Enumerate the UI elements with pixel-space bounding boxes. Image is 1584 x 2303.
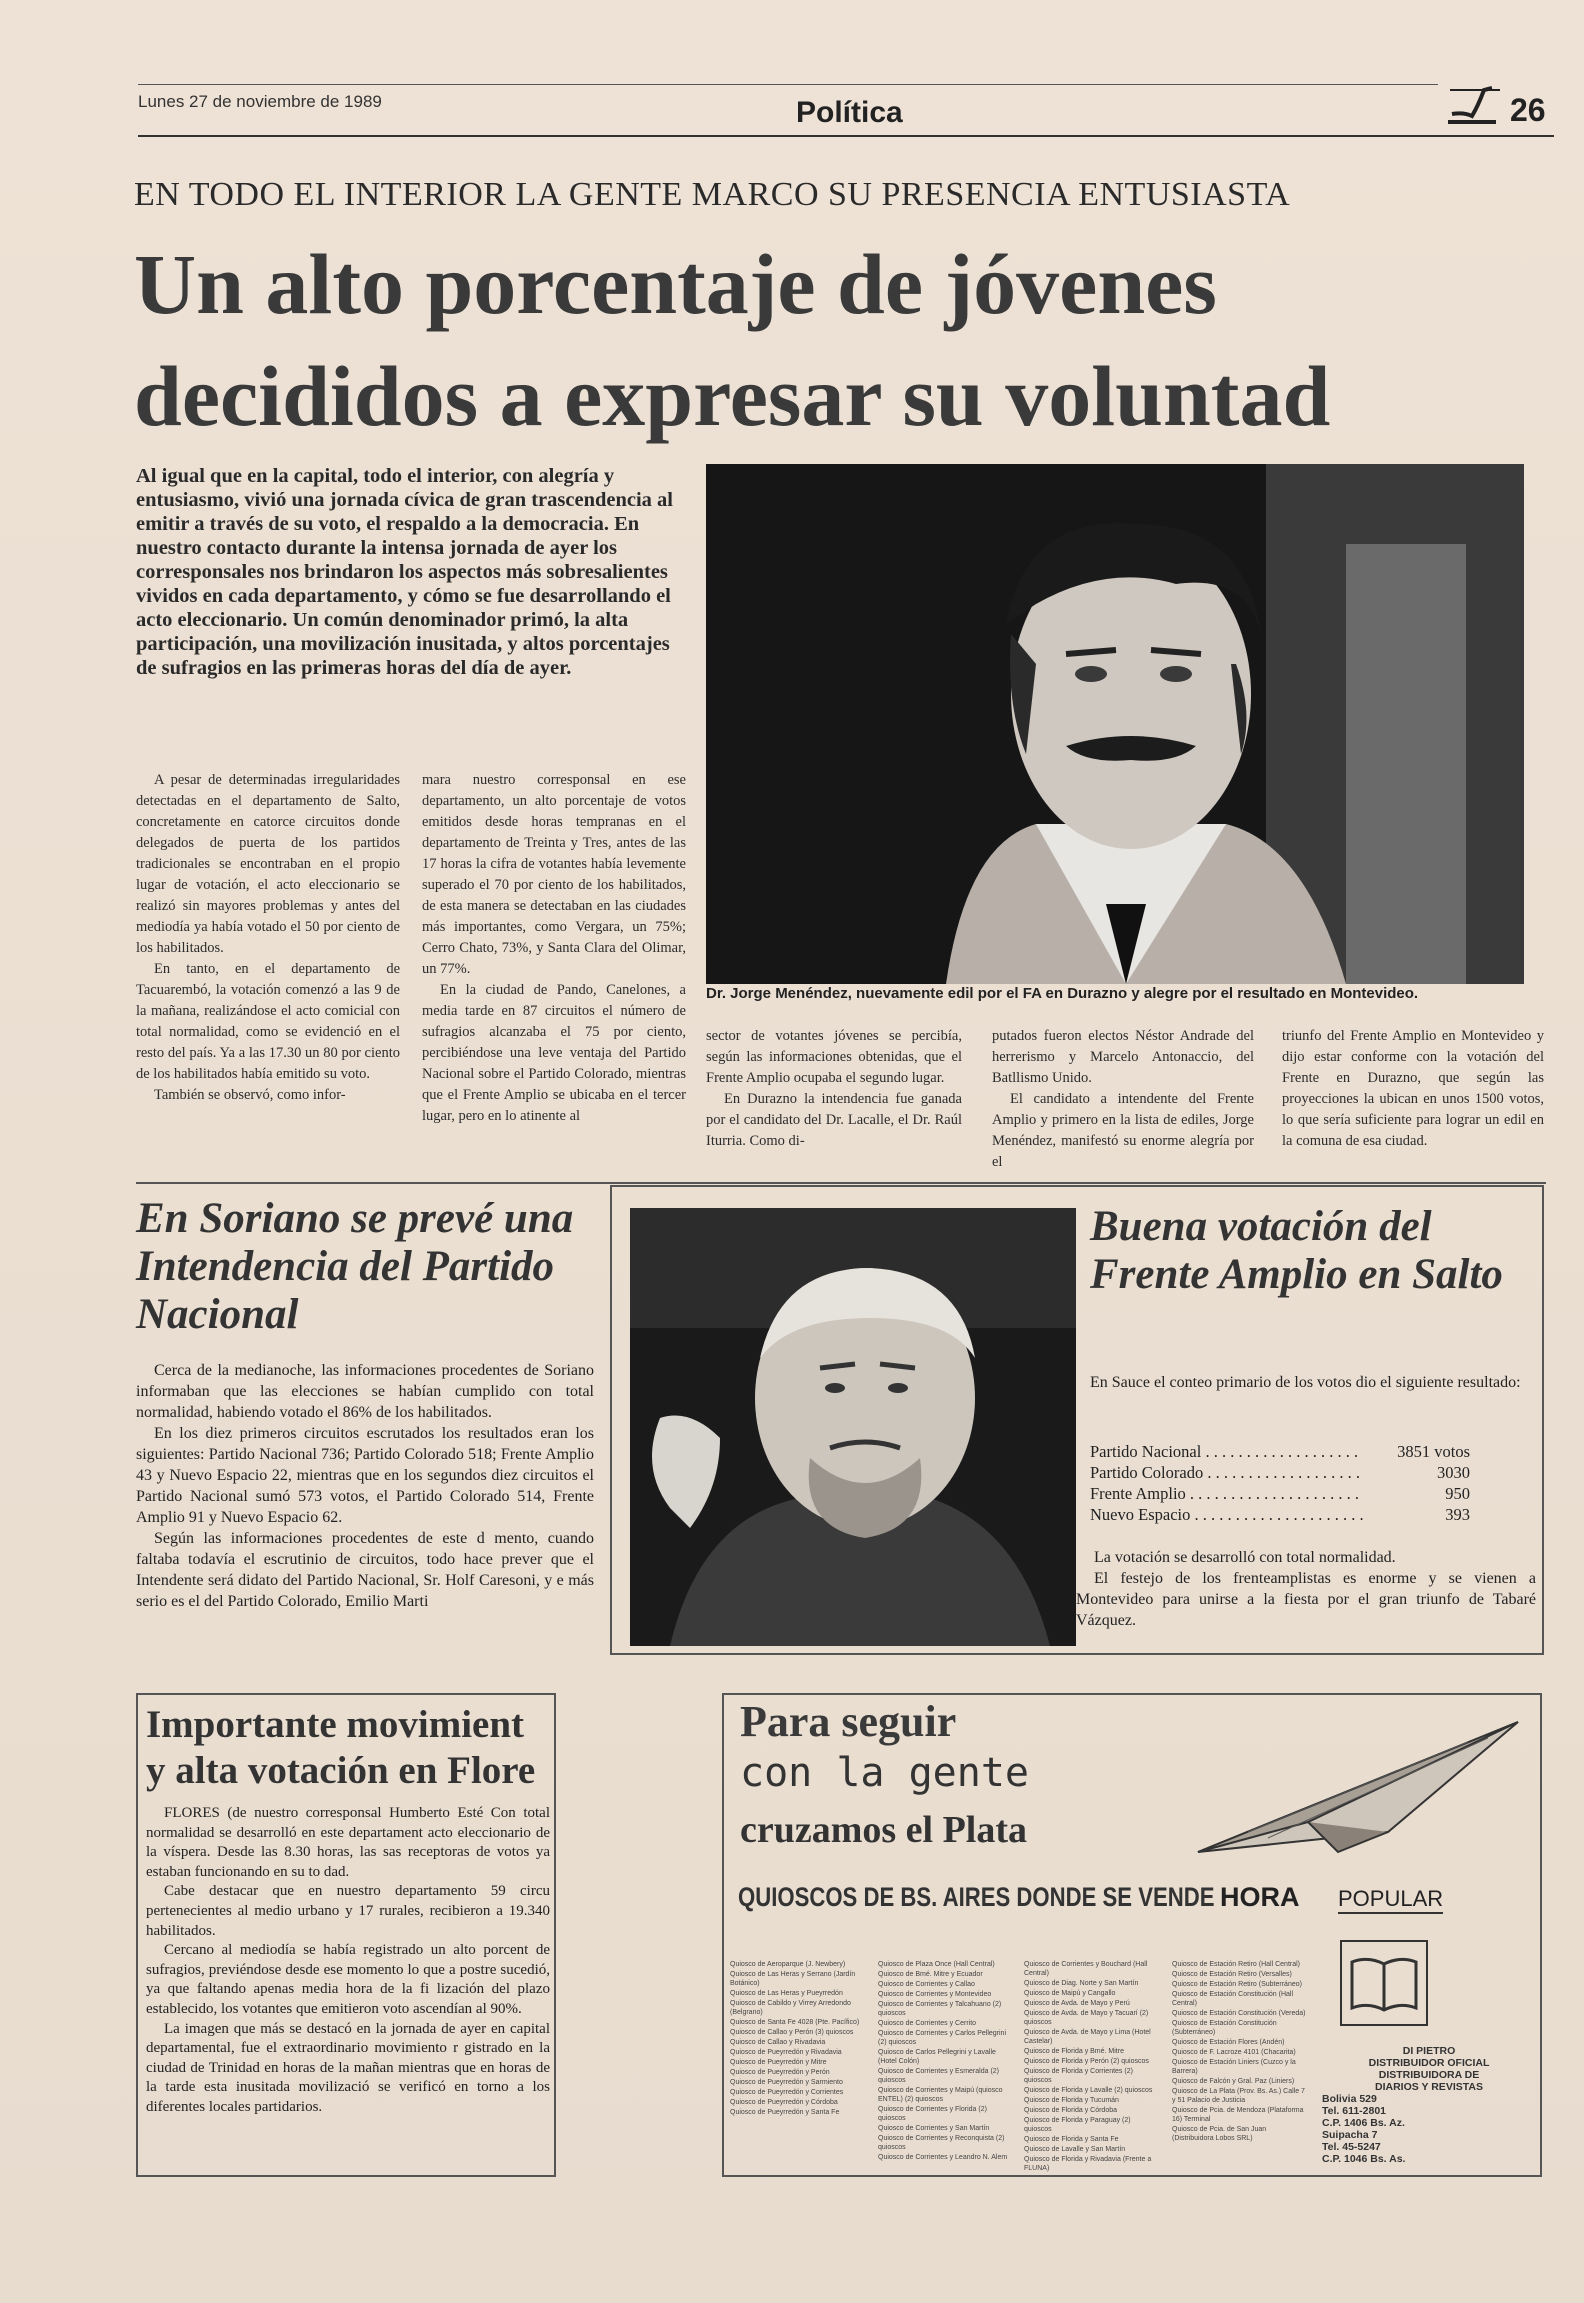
paragraph: El candidato a intendente del Frente Amplio y primero en la lista de ediles, Jorge Menéndez, manifestó su enorme alegría por el (992, 1091, 1254, 1170)
paragraph: Cerca de la medianoche, las informaciones procedentes de Soriano informaban que las elecciones se habían cumplido con total normalidad, habiendo votado el 86% de los habilitados. (136, 1362, 594, 1421)
paragraph: Cabe destacar que en nuestro departamento 59 circu pertenecientes al medio urbano y 17 rurales, recibieron a 19.340 habilitados. (146, 1883, 550, 1939)
photo-older-man (630, 1208, 1076, 1646)
salto-body (1076, 1547, 1536, 1631)
portrait-photo-icon (630, 1208, 1076, 1646)
flores-body (146, 1804, 550, 2118)
article-column-5 (1282, 1026, 1544, 1152)
paragraph: Según las informaciones procedentes de este d mento, cuando faltaba todavía el escrutinio de circuitos, todo hace prever que el Intendente será didato del Partido Nacional, Sr. Holf Caresoni, y e más serio es el del Partido Colorado, Emilio Marti (136, 1530, 594, 1610)
salto-intro (1090, 1372, 1530, 1393)
photo-caption: Dr. Jorge Menéndez, nuevamente edil por el FA en Durazno y alegre por el resultado en Montevideo. (706, 985, 1419, 1002)
paragraph: En Durazno la intendencia fue ganada por el candidato del Dr. Lacalle, el Dr. Raúl Iturria. Como di- (706, 1091, 962, 1149)
portrait-photo-icon (706, 464, 1524, 984)
soriano-headline: En Soriano se prevé una Intendencia del Partido Nacional (136, 1195, 574, 1338)
soriano-body (136, 1360, 594, 1612)
paragraph: FLORES (de nuestro corresponsal Humberto Esté Con total normalidad se desarrolló en este departament acto eleccionario de la víspera. Desde las 8.30 horas, las sas receptoras de votos ya estaban funcionando en su to dad. (146, 1805, 550, 1880)
result-row (1090, 1483, 1470, 1504)
paragraph: En Sauce el conteo primario de los votos dio el siguiente resultado: (1090, 1374, 1521, 1391)
party-name: Partido Colorado . . . . . . . . . . . . . . . . . . . (1090, 1463, 1360, 1482)
vote-count: 950 (1445, 1484, 1470, 1503)
header-date: Lunes 27 de noviembre de 1989 (138, 92, 382, 111)
header-rule (138, 135, 1554, 137)
section-title: Política (796, 96, 903, 129)
vote-count: 3030 (1437, 1463, 1470, 1482)
newspaper-logo-icon (1444, 82, 1504, 128)
paragraph: sector de votantes jóvenes se percibía, según las informaciones obtenidas, que el Frente Amplio ocupaba el segundo lugar. (706, 1028, 962, 1086)
header-top-rule (138, 84, 1438, 85)
paragraph: En tanto, en el departamento de Tacuarembó, la votación comenzó a las 9 de la mañana, realizándose el acto comicial con total normalidad, como se evidenció en el resto del país. Ya a las 17.30 un 80 por ciento de los habilitados había emitido su voto. (136, 961, 400, 1082)
paper-plane-icon (1188, 1712, 1528, 1862)
paragraph: La votación se desarrolló con total normalidad. (1094, 1549, 1396, 1566)
party-name: Frente Amplio . . . . . . . . . . . . . . . . . . . . . (1090, 1484, 1360, 1503)
party-name: Partido Nacional . . . . . . . . . . . . . . . . . . . (1090, 1442, 1359, 1461)
vote-count: 393 (1445, 1505, 1470, 1524)
kiosk-list-1: Quiosco de Aeroparque (J. Newbery) Quiosco de Las Heras y Serrano (Jardín Botánico) Quiosco de Las Heras y Pueyrredón Quiosco de Cabildo y Virrey Arredondo (Belgrano) Quiosco de Santa Fe 4028 (Pte. Pacífico) Quiosco de Callao y Perón (3) quioscos Quiosco de Callao y Rivadavia Quiosco de Pueyrredón y Rivadavia Quiosco de Pueyrredón y Mitre Quiosco de Pueyrredón y Perón Quiosco de Pueyrredón y Sarmiento Quiosco de Pueyrredón y Corrientes Quiosco de Pueyrredón y Córdoba Quiosco de Pueyrredón y Santa Fe (730, 1961, 860, 2116)
result-row (1090, 1504, 1470, 1525)
brand-popular-logo: POPULAR (1338, 1886, 1443, 1914)
kiosk-list-2: Quiosco de Plaza Once (Hall Central) Quiosco de Bmé. Mitre y Ecuador Quiosco de Corrientes y Callao Quiosco de Corrientes y Montevideo Quiosco de Corrientes y Talcahuano (2) quioscos Quiosco de Corrientes y Cerrito Quiosco de Corrientes y Carlos Pellegrini (2) quioscos Quiosco de Carlos Pellegrini y Lavalle (Hotel Colón) Quiosco de Corrientes y Esmeralda (2) quioscos Quiosco de Corrientes y Maipú (quiosco ENTEL) (2) quioscos Quiosco de Corrientes y Florida (2) quioscos Quiosco de Corrientes y San Martín Quiosco de Corrientes y Reconquista (2) quioscos Quiosco de Corrientes y Leandro N. Alem (878, 1961, 1008, 2161)
result-row (1090, 1462, 1470, 1483)
ad-headline-3: cruzamos el Plata (740, 1809, 1028, 1851)
ad-headline-2: con la gente (740, 1750, 1029, 1796)
kiosk-list-4: Quiosco de Estación Retiro (Hall Central) Quiosco de Estación Retiro (Versalles) Quiosco de Estación Retiro (Subterráneo) Quiosco de Estación Constitución (Hall Central) Quiosco de Estación Constitución (Vereda) Quiosco de Estación Constitución (Subterráneo) Quiosco de Estación Flores (Andén) Quiosco de F. Lacroze 4101 (Chacarita) Quiosco de Estación Liniers (Cuzco y la Barrera) Quiosco de Falcón y Gral. Paz (Liniers) Quiosco de La Plata (Prov. Bs. As.) Calle 7 y 51 Palacio de Justicia Quiosco de Pcia. de Mendoza (Plataforma 16) Terminal Quiosco de Pcia. de San Juan (Distribuidora Lobos SRL) (1172, 1961, 1306, 2142)
result-row (1090, 1441, 1470, 1462)
page-number: 26 (1510, 92, 1546, 128)
brand-hora-logo: HORA (1220, 1882, 1300, 1912)
party-name: Nuevo Espacio . . . . . . . . . . . . . . . . . . . . . (1090, 1505, 1364, 1524)
salto-results-table (1090, 1441, 1470, 1525)
ad-kiosks-heading: QUIOSCOS DE BS. AIRES DONDE SE VENDE (738, 1882, 1215, 1912)
section-divider (136, 1182, 1546, 1184)
paragraph: putados fueron electos Néstor Andrade del herrerismo y Marcelo Antonaccio, del Batllismo Unido. (992, 1028, 1254, 1086)
vote-count: 3851 votos (1397, 1442, 1470, 1461)
kiosk-list-3: Quiosco de Corrientes y Bouchard (Hall Central) Quiosco de Diag. Norte y San Martín Quiosco de Maipú y Cangallo Quiosco de Avda. de Mayo y Perú Quiosco de Avda. de Mayo y Tacuarí (2) quioscos Quiosco de Avda. de Mayo y Lima (Hotel Castelar) Quiosco de Florida y Bmé. Mitre Quiosco de Florida y Perón (2) quioscos Quiosco de Florida y Corrientes (2) quioscos Quiosco de Florida y Lavalle (2) quioscos Quiosco de Florida y Tucumán Quiosco de Florida y Córdoba Quiosco de Florida y Paraguay (2) quioscos Quiosco de Florida y Santa Fe Quiosco de Lavalle y San Martín Quiosco de Florida y Rivadavia (Frente a FLUNA) (1024, 1961, 1153, 2172)
article-column-2 (422, 770, 686, 1127)
photo-jorge-menendez (706, 464, 1524, 984)
paragraph: triunfo del Frente Amplio en Montevideo y dijo estar conforme con la votación del Frente en Durazno, que según las proyecciones la ubican en unos 1500 votos, lo que sería suficiente para lograr un edil en la comuna de esa ciudad. (1282, 1028, 1544, 1149)
article-lead: Al igual que en la capital, todo el interior, con alegría y entusiasmo, vivió una jornada cívica de gran trascendencia al emitir a través de su voto, el respaldo a la democracia. En nuestro contacto durante la intensa jornada de ayer los corresponsales nos brindaron los aspectos más sobresalientes vividos en cada departamento, y cómo se fue desarrollando el acto eleccionario. Un común denominador primó, la alta participación, una movilización inusitada, y altos porcentajes de sufragios en las primeras horas del día de ayer. (136, 465, 673, 679)
paragraph: Cercano al mediodía se había registrado un alto porcent de sufragios, previéndose desde ese momento lo que a postre sucedió, ya que faltando apenas media hora de la fi lización del plazo establecido, los votantes que emitieron voto ascendían al 90%. (146, 1942, 550, 2017)
paragraph: La imagen que más se destacó en la jornada de ayer en capital departamental, fue el extraordinario movimiento r gistrado en la ciudad de Trinidad en horas de la mañan mientras que en horas de la tarde esta inusitada movilizació se verificó en torno a los diferentes locales partidarios. (146, 2020, 550, 2115)
paragraph: A pesar de determinadas irregularidades detectadas en el departamento de Salto, concretamente en catorce circuitos donde delegados de puerta de los partidos tradicionales se encontraban en el propio lugar de votación, el acto eleccionario se realizó sin mayores problemas y antes del mediodía ya había votado el 50 por ciento de los habilitados. (136, 772, 400, 956)
paragraph: El festejo de los frenteamplistas es enorme y se vienen a Montevideo para unirse a la fiesta por el gran triunfo de Tabaré Vázquez. (1076, 1570, 1536, 1629)
flores-headline: Importante movimient y alta votación en Flore (146, 1703, 536, 1792)
distributor-info: DI PIETRO DISTRIBUIDOR OFICIAL DISTRIBUIDORA DE DIARIOS Y REVISTAS Bolivia 529 Tel. 611-2801 C.P. 1406 Bs. Az. Suipacha 7 Tel. 45-5247 C.P. 1046 Bs. As. (1322, 2045, 1490, 2165)
paragraph: En la ciudad de Pando, Canelones, a media tarde en 87 circuitos el número de sufragios alcanzaba el 75 por ciento, percibiéndose una leve ventaja del Partido Nacional sobre el Partido Colorado, mientras que el Frente Amplio se ubicaba en el tercer lugar, pero en lo atinente al (422, 982, 686, 1124)
article-headline: Un alto porcentaje de jóvenes decididos a expresar su voluntad (134, 236, 1331, 444)
article-column-1 (136, 770, 400, 1106)
article-kicker: EN TODO EL INTERIOR LA GENTE MARCO SU PRESENCIA ENTUSIASTA (134, 176, 1291, 213)
article-column-3 (706, 1026, 962, 1152)
open-book-icon (1340, 1940, 1428, 2026)
ad-headline-1: Para seguir (740, 1697, 957, 1746)
article-column-4 (992, 1026, 1254, 1173)
paragraph: También se observó, como infor- (154, 1087, 346, 1103)
salto-headline: Buena votación del Frente Amplio en Salto (1090, 1203, 1503, 1298)
paragraph: mara nuestro corresponsal en ese departamento, un alto porcentaje de votos emitidos desde horas tempranas en el departamento de Treinta y Tres, antes de las 17 horas la cifra de votantes había levemente superado el 70 por ciento de los habilitados, de esta manera se detectaban en las ciudades más importantes, como Vergara, un 75%; Cerro Chato, 73%, y Santa Clara del Olimar, un 77%. (422, 772, 686, 977)
paragraph: En los diez primeros circuitos escrutados los resultados eran los siguientes: Partido Nacional 736; Partido Colorado 518; Frente Amplio 43 y Nuevo Espacio 22, mientras que en los segundos diez circuitos el Partido Nacional sumó 573 votos, el Partido Colorado 514, Frente Amplio 91 y Nuevo Espacio 62. (136, 1425, 594, 1526)
